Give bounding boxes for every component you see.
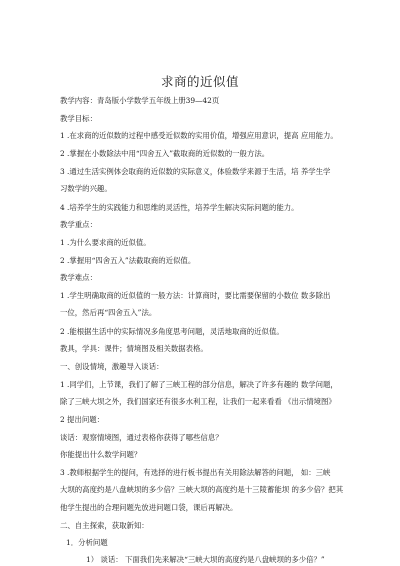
text-line: 二、自主探索，获取新知： [60, 521, 149, 530]
text-line: 2 .掌握在小数除法中用“四舍五入”截取商的近似数的一般方法。 [60, 149, 270, 158]
text-line: 2 提出问题： [60, 415, 105, 424]
text-line: 教学目标： [60, 114, 97, 123]
text-line: 3 .通过生活实例体会取商的近似数的实际意义，体验数学来源于生活，培 养学生学 [60, 167, 331, 176]
text-line: 教学内容：青岛版小学数学五年级上册39—42页 [60, 96, 220, 105]
text-line: 1．分析问题 [66, 538, 108, 547]
text-line: 3 .教师根据学生的提问，有选择的进行板书提出有关用除法解答的问题， 如：三峡 [60, 468, 331, 477]
text-line: 1） 谈话： 下面我们先来解决“三峡大坝的高度约是八盘峡坝的多少倍？” [86, 555, 325, 564]
text-line: 教具，学具：课件；情境图及相关数据表格。 [60, 344, 208, 353]
text-line: 1 .学生明确取商的近似值的一般方法：计算商时，要比需要保留的小数位 数多除出 [60, 291, 331, 300]
text-line: 4 .培养学生的实践能力和思维的灵活性，培养学生解决实际问题的能力。 [60, 203, 299, 212]
text-line: 谈话：观察情境图，通过表格你获得了哪些信息？ [60, 433, 223, 442]
text-line: 你能提出什么数学问题？ [60, 450, 142, 459]
text-line: 一位，然后再“四舍五入”法。 [60, 308, 157, 317]
text-line: 1 .为什么要求商的近似值。 [60, 238, 151, 247]
text-line: 2 .掌握用“四舍五入”法截取商的近似值。 [60, 256, 196, 265]
text-line: 习数学的兴趣。 [60, 184, 112, 193]
text-line: 大坝的高度约是八盘峡坝的多少倍？三峡大坝的高度约是十三陵蓄能坝 的多少倍？把其 [60, 485, 344, 494]
page-title: 求商的近似值 [160, 74, 239, 89]
text-line: 他学生提出的合理问题先放进问题口袋，课后再解决。 [60, 503, 238, 512]
text-line: 2 .能根据生活中的实际情况多角度思考问题，灵活地取商的近似值。 [60, 327, 284, 336]
text-line: 教学难点： [60, 273, 97, 282]
text-line: 除了三峡大坝之外，我们国家还有很多水利工程，让我们一起来看看 《出示情境图》 [60, 397, 336, 406]
text-line: 1 .同学们，上节课，我们了解了三峡工程的部分信息，解决了许多有趣的 数学问题， [60, 380, 338, 389]
text-line: 一、创设情境，激趣导入谈话： [60, 362, 164, 371]
text-line: 1 .在求商的近似数的过程中感受近似数的实用价值，增强应用意识，提高 应用能力。 [60, 131, 338, 140]
text-line: 教学重点： [60, 220, 97, 229]
